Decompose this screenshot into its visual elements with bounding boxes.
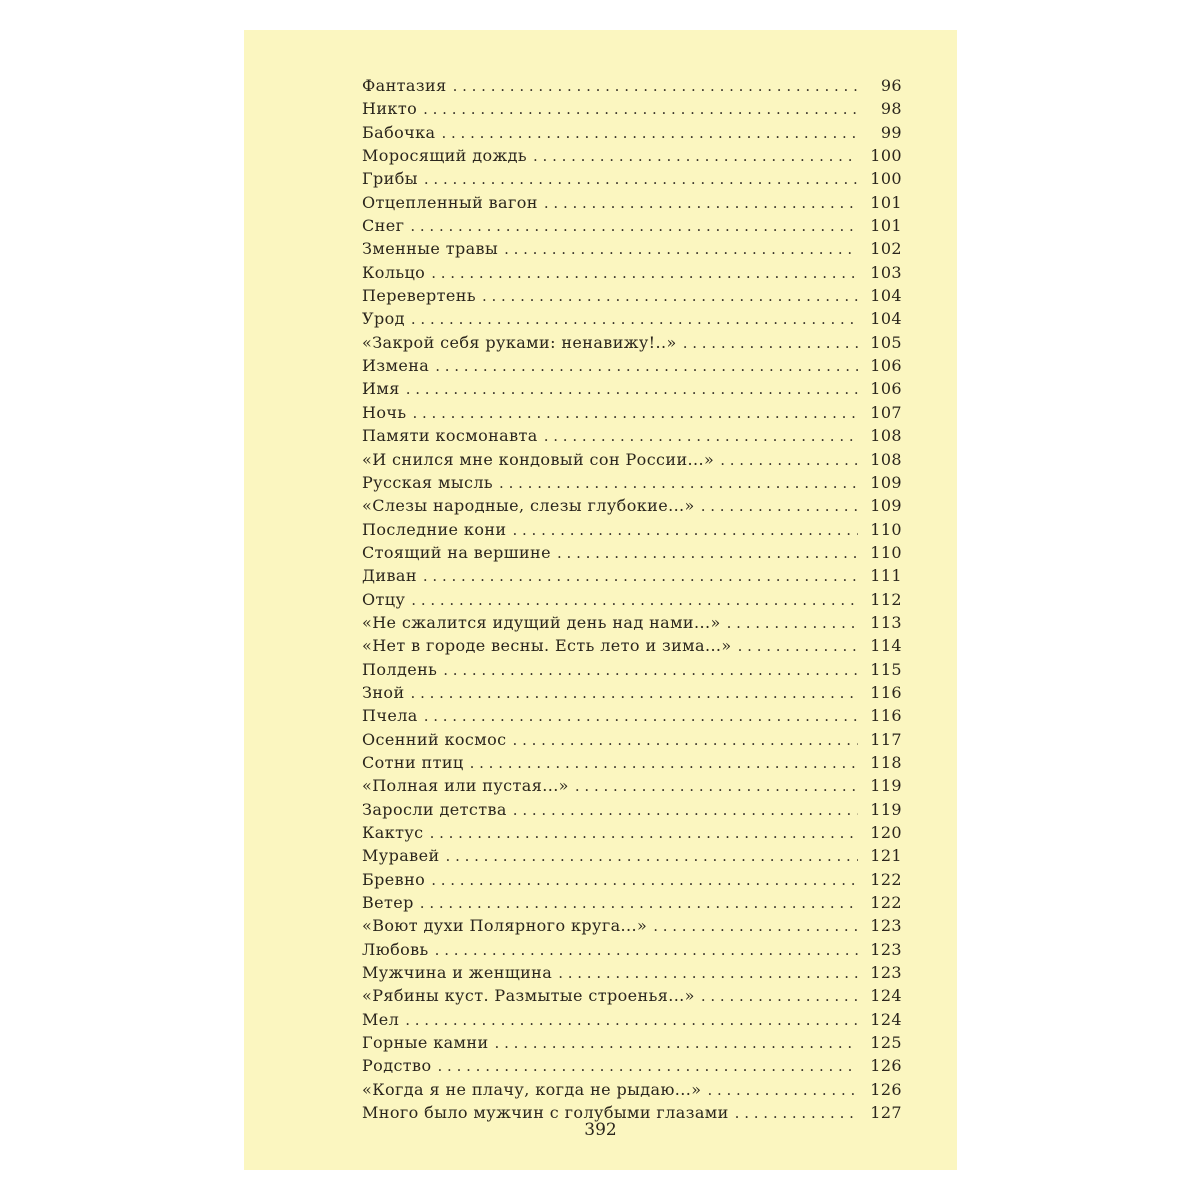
dot-leader (738, 637, 858, 655)
dot-leader (653, 917, 858, 935)
toc-entry-title: «Закрой себя руками: ненавижу!..» (362, 332, 677, 352)
toc-entry-title: Бревно (362, 869, 426, 889)
toc-entry-title: «Воют духи Полярного круга...» (362, 916, 648, 936)
toc-entry-page: 106 (870, 356, 902, 376)
toc-entry-page: 108 (870, 449, 902, 469)
toc-entry-title: «Не сжалится идущий день над нами...» (362, 612, 721, 632)
toc-entry-page: 118 (870, 752, 902, 772)
toc-entry (362, 450, 902, 473)
toc-entry-page: 116 (870, 706, 902, 726)
toc-entry (362, 753, 902, 776)
toc-entry (362, 823, 902, 846)
dot-leader (707, 1081, 858, 1099)
dot-leader (411, 591, 858, 609)
toc-entry-title: Бабочка (362, 122, 436, 142)
toc-entry (362, 566, 902, 589)
dot-leader (701, 497, 858, 515)
dot-leader (544, 194, 858, 212)
toc-entry-title: Зменные травы (362, 239, 499, 259)
toc-entry-title: Фантазия (362, 76, 447, 95)
toc-entry (362, 683, 902, 706)
dot-leader (430, 824, 858, 842)
dot-leader (727, 614, 858, 632)
toc-entry (362, 333, 902, 356)
dot-leader (512, 521, 858, 539)
toc-entry (362, 169, 902, 192)
toc-entry (362, 986, 902, 1009)
toc-entry-title: Последние кони (362, 519, 507, 539)
toc-entry (362, 893, 902, 916)
toc-entry-title: Горные камни (362, 1033, 489, 1053)
toc-entry-page: 111 (870, 566, 902, 586)
dot-leader (420, 894, 858, 912)
toc-entry (362, 590, 902, 613)
toc-entry (362, 940, 902, 963)
dot-leader (438, 1057, 858, 1075)
toc-entry-page: 127 (870, 1103, 902, 1123)
dot-leader (406, 380, 858, 398)
toc-entry-title: Сотни птиц (362, 752, 464, 772)
table-of-contents (362, 76, 902, 1126)
toc-entry-page: 122 (870, 869, 902, 889)
toc-entry-page: 98 (880, 99, 902, 119)
toc-entry-title: Моросящий дождь (362, 146, 527, 166)
toc-entry (362, 239, 902, 262)
toc-entry-title: Пчела (362, 706, 418, 726)
toc-entry-title: Урод (362, 309, 405, 329)
toc-entry-page: 121 (870, 846, 902, 866)
dot-leader (435, 357, 858, 375)
toc-entry-page: 104 (870, 286, 902, 306)
toc-entry-title: Имя (362, 379, 400, 399)
dot-leader (431, 871, 858, 889)
dot-leader (410, 217, 858, 235)
dot-leader (513, 731, 858, 749)
toc-entry (362, 496, 902, 519)
toc-entry-page: 124 (870, 986, 902, 1006)
toc-entry-page: 103 (870, 262, 902, 282)
toc-entry-page: 109 (870, 472, 902, 492)
toc-entry-title: Ночь (362, 402, 407, 422)
toc-entry-title: «Полная или пустая...» (362, 776, 569, 796)
page-number: 392 (584, 1120, 617, 1140)
toc-entry-page: 123 (870, 939, 902, 959)
toc-entry (362, 99, 902, 122)
toc-entry-page: 126 (870, 1056, 902, 1076)
toc-entry (362, 309, 902, 332)
dot-leader (446, 847, 858, 865)
toc-entry-title: «И снился мне кондовый сон России...» (362, 449, 715, 469)
toc-entry (362, 379, 902, 402)
toc-entry (362, 846, 902, 869)
toc-entry-page: 117 (870, 729, 902, 749)
toc-entry-page: 116 (870, 682, 902, 702)
toc-entry (362, 916, 902, 939)
toc-entry (362, 76, 902, 99)
toc-entry-title: Зной (362, 682, 405, 702)
toc-entry-title: Много было мужчин с голубыми глазами (362, 1103, 729, 1123)
dot-leader (470, 754, 858, 772)
toc-entry-title: Мел (362, 1009, 400, 1029)
dot-leader (431, 264, 858, 282)
toc-entry-page: 122 (870, 893, 902, 913)
toc-entry-page: 101 (870, 216, 902, 236)
toc-entry-title: Муравей (362, 846, 440, 866)
toc-entry-page: 120 (870, 823, 902, 842)
toc-entry (362, 403, 902, 426)
dot-leader (544, 427, 858, 445)
dot-leader (683, 334, 858, 352)
dot-leader (441, 124, 858, 142)
toc-entry (362, 1033, 902, 1056)
toc-entry-page: 99 (880, 122, 902, 142)
dot-leader (558, 964, 858, 982)
toc-entry-page: 113 (870, 612, 902, 632)
toc-entry-page: 105 (870, 332, 902, 352)
toc-entry (362, 1056, 902, 1079)
dot-leader (424, 170, 858, 188)
toc-entry-page: 110 (870, 542, 902, 562)
toc-entry-page: 119 (870, 799, 902, 819)
toc-entry-page: 119 (870, 776, 902, 796)
toc-entry-title: Отцу (362, 589, 406, 609)
dot-leader (533, 147, 858, 165)
toc-entry (362, 870, 902, 893)
toc-entry-title: Перевертень (362, 286, 476, 306)
toc-entry-title: «Слезы народные, слезы глубокие...» (362, 496, 695, 516)
toc-entry-title: Русская мысль (362, 472, 494, 492)
toc-entry-title: Памяти космонавта (362, 426, 538, 446)
toc-entry (362, 123, 902, 146)
toc-entry-page: 123 (870, 916, 902, 936)
toc-entry-title: Полдень (362, 659, 438, 679)
toc-entry (362, 1010, 902, 1033)
toc-entry-page: 114 (870, 636, 902, 656)
toc-entry-title: Осенний космос (362, 729, 507, 749)
dot-leader (443, 661, 858, 679)
toc-entry-title: Измена (362, 356, 430, 376)
toc-entry-page: 124 (870, 1009, 902, 1029)
toc-entry (362, 426, 902, 449)
toc-entry-title: «Нет в городе весны. Есть лето и зима...» (362, 636, 732, 656)
toc-entry-page: 104 (870, 309, 902, 329)
toc-entry-title: Диван (362, 566, 417, 586)
toc-entry-title: Родство (362, 1056, 432, 1076)
dot-leader (495, 1034, 858, 1052)
toc-entry (362, 473, 902, 496)
dot-leader (412, 404, 858, 422)
toc-entry-page: 101 (870, 192, 902, 212)
toc-entry-title: Никто (362, 99, 418, 119)
toc-entry-title: Снег (362, 216, 405, 236)
toc-entry-page: 126 (870, 1079, 902, 1099)
toc-entry-page: 110 (870, 519, 902, 539)
toc-entry (362, 1080, 902, 1103)
toc-entry-page: 125 (870, 1033, 902, 1053)
dot-leader (423, 567, 858, 585)
dot-leader (411, 684, 858, 702)
toc-entry (362, 800, 902, 823)
dot-leader (701, 987, 858, 1005)
toc-entry-page: 123 (870, 963, 902, 983)
toc-entry (362, 520, 902, 543)
toc-entry-title: Ветер (362, 893, 414, 913)
dot-leader (405, 1011, 858, 1029)
toc-entry (362, 730, 902, 753)
toc-entry (362, 543, 902, 566)
toc-entry-title: Заросли детства (362, 799, 507, 819)
dot-leader (513, 801, 858, 819)
dot-leader (499, 474, 858, 492)
toc-entry (362, 613, 902, 636)
toc-entry (362, 636, 902, 659)
toc-entry-title: Стоящий на вершине (362, 542, 551, 562)
toc-entry (362, 963, 902, 986)
dot-leader (423, 100, 858, 118)
toc-entry (362, 193, 902, 216)
toc-entry (362, 146, 902, 169)
toc-entry-title: Любовь (362, 939, 429, 959)
toc-entry-title: «Рябины куст. Размытые строенья...» (362, 986, 695, 1006)
dot-leader (435, 941, 858, 959)
dot-leader (411, 310, 858, 328)
dot-leader (575, 777, 858, 795)
toc-entry-page: 100 (870, 169, 902, 189)
toc-entry-page: 115 (870, 659, 902, 679)
toc-entry-page: 106 (870, 379, 902, 399)
toc-entry-page: 102 (870, 239, 902, 259)
toc-entry (362, 356, 902, 379)
toc-entry-page: 108 (870, 426, 902, 446)
dot-leader (453, 77, 858, 95)
toc-entry-page: 100 (870, 146, 902, 166)
dot-leader (504, 240, 858, 258)
toc-entry-title: Кактус (362, 823, 424, 842)
toc-entry (362, 286, 902, 309)
toc-entry (362, 776, 902, 799)
toc-entry (362, 706, 902, 729)
toc-entry-title: «Когда я не плачу, когда не рыдаю...» (362, 1079, 702, 1099)
dot-leader (482, 287, 858, 305)
toc-entry-title: Грибы (362, 169, 418, 189)
toc-entry-page: 109 (870, 496, 902, 516)
toc-entry (362, 263, 902, 286)
toc-entry (362, 216, 902, 239)
dot-leader (557, 544, 858, 562)
toc-entry-title: Мужчина и женщина (362, 963, 553, 983)
toc-entry-page: 112 (870, 589, 902, 609)
book-page (244, 30, 957, 1170)
dot-leader (720, 451, 858, 469)
toc-entry-page: 107 (870, 402, 902, 422)
toc-entry (362, 660, 902, 683)
toc-entry-title: Отцепленный вагон (362, 192, 538, 212)
toc-entry-page: 96 (880, 76, 902, 95)
toc-entry-title: Кольцо (362, 262, 426, 282)
dot-leader (424, 707, 858, 725)
